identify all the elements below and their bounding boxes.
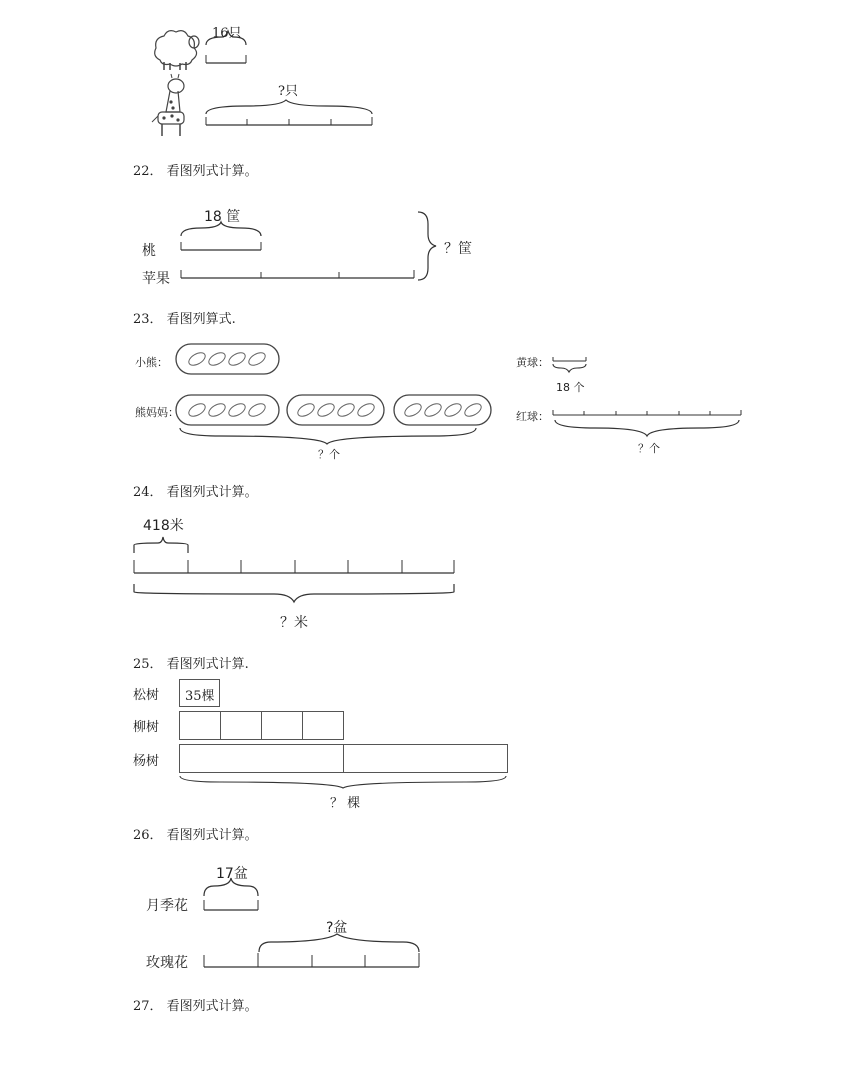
q26-row2-label: 玫瑰花 [146, 955, 188, 971]
q24-top-label: 418米 [143, 518, 184, 534]
q25-row1-label: 松树 [133, 688, 160, 703]
q25-row2-label: 柳树 [133, 720, 160, 735]
q24-title: 24． 看图列式计算。 [133, 485, 258, 500]
q22-title: 22． 看图列式计算。 [133, 164, 258, 179]
q21-top-label: 16只 [212, 26, 242, 41]
q25-total-label: ？ 棵 [330, 796, 361, 811]
q23-total-left-label: ？个 [318, 448, 340, 461]
q22-row2-label: 苹果 [142, 271, 170, 287]
q22-total-label: ？筐 [444, 241, 472, 257]
q23-huang-count-label: 18 个 [556, 381, 585, 394]
q22-top-label: 18 筐 [204, 209, 241, 225]
q24-total-label: ？米 [280, 615, 308, 631]
q23-title: 23． 看图列算式. [133, 312, 236, 327]
q25-box-label: 35棵 [185, 689, 215, 704]
q27-title: 27． 看图列式计算。 [133, 999, 258, 1014]
q26-title: 26． 看图列式计算。 [133, 828, 258, 843]
q22-row1-label: 桃 [142, 243, 156, 259]
q23-total-right-label: ？个 [638, 442, 660, 455]
q25-title: 25． 看图列式计算. [133, 657, 249, 672]
q25-row3-label: 杨树 [133, 754, 160, 769]
q23-huangqiu-label: 黄球： [516, 356, 549, 369]
q23-xiaoxiong-label: 小熊： [135, 356, 168, 369]
q26-row1-label: 月季花 [146, 898, 188, 914]
q23-hongqiu-label: 红球： [516, 410, 549, 423]
q21-bottom-label: ?只 [278, 84, 298, 99]
q26-bottom-label: ?盆 [326, 920, 348, 936]
q26-top-label: 17盆 [216, 866, 248, 882]
q23-xiongmama-label: 熊妈妈： [135, 406, 179, 419]
